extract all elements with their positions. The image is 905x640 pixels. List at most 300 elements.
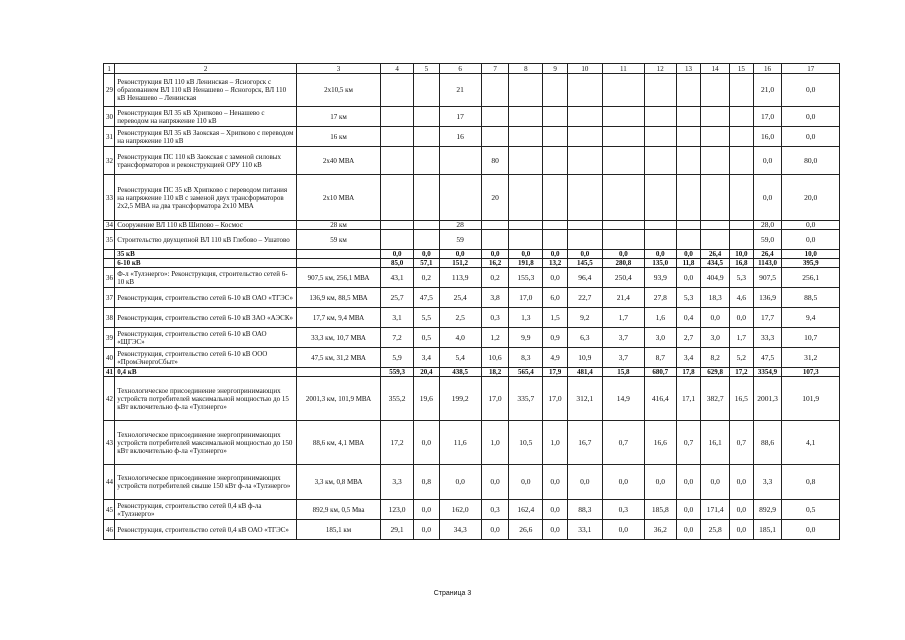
row-description: Реконструкция ВЛ 110 кВ Ленинская – Ясногорск с образованием ВЛ 110 кВ Ненашево – Ясногорск, ВЛ 110 кВ Ненашево – Ленинская — [115, 74, 297, 107]
row-number: 29 — [104, 74, 115, 107]
row-description: Технологическое присоединение энергопринимающих устройств потребителей свыше 150 кВт ф-ла «Тулэнерго» — [115, 465, 297, 500]
row-scope — [296, 368, 380, 377]
row-scope: 88,6 км, 4,1 МВА — [296, 421, 380, 465]
value-cell — [481, 74, 509, 107]
value-cell — [567, 221, 602, 230]
value-cell: 22,7 — [567, 288, 602, 308]
value-cell: 0,0 — [701, 465, 730, 500]
value-cell: 382,7 — [701, 377, 730, 421]
value-cell: 26,4 — [753, 250, 782, 259]
value-cell: 355,2 — [381, 377, 414, 421]
row-number: 33 — [104, 175, 115, 221]
row-description: Реконструкция ВЛ 35 кВ Заокская – Хрипково с переводом на напряжение 110 кВ — [115, 127, 297, 147]
value-cell — [730, 221, 754, 230]
value-cell: 0,0 — [413, 500, 439, 520]
row-scope: 28 км — [296, 221, 380, 230]
value-cell — [413, 107, 439, 127]
row-description: Строительство двухцепной ВЛ 110 кВ Глебово – Ушатово — [115, 230, 297, 250]
value-cell: 4,6 — [730, 288, 754, 308]
investment-table — [103, 63, 840, 540]
value-cell: 1,2 — [481, 328, 509, 348]
row-number: 42 — [104, 377, 115, 421]
value-cell: 404,9 — [701, 268, 730, 288]
row-description: Технологическое присоединение энергопринимающих устройств потребителей максимальной мощностью до 15 кВт включительно ф-ла «Тулэнерго» — [115, 377, 297, 421]
value-cell: 4,0 — [439, 328, 481, 348]
table-row — [104, 147, 840, 175]
value-cell: 0,4 — [676, 308, 701, 328]
value-cell — [567, 74, 602, 107]
value-cell — [567, 175, 602, 221]
table-row — [104, 308, 840, 328]
value-cell — [644, 107, 676, 127]
value-cell — [381, 107, 414, 127]
value-cell: 17,9 — [543, 368, 568, 377]
value-cell — [701, 221, 730, 230]
value-cell — [439, 175, 481, 221]
row-description: Реконструкция ПС 35 кВ Хрипково с переводом питания на напряжение 110 кВ с заменой двух трансформаторов 2х2,5 МВА на два трансформатора 2х10 МВА — [115, 175, 297, 221]
row-number: 37 — [104, 288, 115, 308]
value-cell: 0,0 — [543, 250, 568, 259]
value-cell: 17,0 — [543, 377, 568, 421]
row-number: 30 — [104, 107, 115, 127]
value-cell: 5,2 — [730, 348, 754, 368]
value-cell — [381, 175, 414, 221]
value-cell: 0,0 — [782, 107, 840, 127]
value-cell: 0,0 — [543, 520, 568, 540]
value-cell: 0,0 — [567, 465, 602, 500]
value-cell: 16 — [439, 127, 481, 147]
value-cell: 4,9 — [543, 348, 568, 368]
value-cell: 6,3 — [567, 328, 602, 348]
header-cell: 2 — [115, 64, 297, 74]
value-cell: 20 — [481, 175, 509, 221]
value-cell: 59,0 — [753, 230, 782, 250]
subtotal-row — [104, 368, 840, 377]
header-cell: 17 — [782, 64, 840, 74]
table-row — [104, 377, 840, 421]
value-cell: 16,8 — [730, 259, 754, 268]
value-cell — [439, 147, 481, 175]
value-cell — [644, 147, 676, 175]
value-cell — [602, 127, 644, 147]
row-scope: 47,5 км, 31,2 МВА — [296, 348, 380, 368]
value-cell: 0,0 — [543, 268, 568, 288]
value-cell: 0,0 — [730, 520, 754, 540]
value-cell: 162,4 — [509, 500, 543, 520]
value-cell — [413, 127, 439, 147]
value-cell: 1,0 — [481, 421, 509, 465]
value-cell: 10,0 — [782, 250, 840, 259]
value-cell — [543, 147, 568, 175]
row-description: Реконструкция, строительство сетей 0,4 кВ ОАО «ТГЭС» — [115, 520, 297, 540]
table-row — [104, 500, 840, 520]
header-cell: 8 — [509, 64, 543, 74]
header-cell: 15 — [730, 64, 754, 74]
row-scope: 17 км — [296, 107, 380, 127]
value-cell: 0,3 — [481, 308, 509, 328]
value-cell: 0,0 — [644, 250, 676, 259]
row-number: 41 — [104, 368, 115, 377]
value-cell: 16,6 — [644, 421, 676, 465]
table-row — [104, 465, 840, 500]
value-cell — [602, 147, 644, 175]
value-cell: 0,0 — [676, 500, 701, 520]
value-cell: 3,8 — [481, 288, 509, 308]
value-cell: 9,9 — [509, 328, 543, 348]
value-cell — [730, 230, 754, 250]
value-cell: 17 — [439, 107, 481, 127]
table-body — [104, 64, 840, 540]
row-scope: 2х40 МВА — [296, 147, 380, 175]
value-cell — [481, 230, 509, 250]
row-description: Реконструкция, строительство сетей 6-10 кВ ОАО «ТГЭС» — [115, 288, 297, 308]
value-cell — [413, 221, 439, 230]
value-cell: 13,2 — [543, 259, 568, 268]
value-cell: 123,0 — [381, 500, 414, 520]
value-cell: 59 — [439, 230, 481, 250]
value-cell: 0,0 — [509, 465, 543, 500]
value-cell: 0,0 — [730, 500, 754, 520]
value-cell: 0,0 — [701, 308, 730, 328]
value-cell — [543, 175, 568, 221]
value-cell — [381, 147, 414, 175]
value-cell — [567, 107, 602, 127]
value-cell: 21 — [439, 74, 481, 107]
value-cell: 0,0 — [543, 465, 568, 500]
value-cell: 96,4 — [567, 268, 602, 288]
value-cell — [381, 230, 414, 250]
value-cell — [644, 74, 676, 107]
value-cell: 0,0 — [439, 465, 481, 500]
value-cell — [543, 107, 568, 127]
value-cell: 145,5 — [567, 259, 602, 268]
value-cell: 0,2 — [413, 268, 439, 288]
value-cell: 3,7 — [602, 328, 644, 348]
value-cell: 0,8 — [413, 465, 439, 500]
value-cell: 162,0 — [439, 500, 481, 520]
header-cell: 16 — [753, 64, 782, 74]
value-cell: 19,6 — [413, 377, 439, 421]
value-cell: 629,8 — [701, 368, 730, 377]
value-cell: 438,5 — [439, 368, 481, 377]
value-cell: 559,3 — [381, 368, 414, 377]
value-cell: 0,0 — [413, 421, 439, 465]
value-cell — [509, 230, 543, 250]
value-cell: 16,0 — [753, 127, 782, 147]
value-cell — [730, 147, 754, 175]
row-scope — [296, 250, 380, 259]
row-scope: 2х10,5 км — [296, 74, 380, 107]
row-description: Реконструкция, строительство сетей 6-10 кВ ОАО «ЩГЭС» — [115, 328, 297, 348]
value-cell: 0,0 — [676, 250, 701, 259]
value-cell: 1,7 — [730, 328, 754, 348]
value-cell — [602, 74, 644, 107]
value-cell: 0,0 — [481, 465, 509, 500]
value-cell: 0,0 — [676, 520, 701, 540]
value-cell: 5,9 — [381, 348, 414, 368]
value-cell: 1,0 — [543, 421, 568, 465]
value-cell: 481,4 — [567, 368, 602, 377]
value-cell — [602, 107, 644, 127]
value-cell: 0,0 — [509, 250, 543, 259]
row-description: Реконструкция, строительство сетей 0,4 кВ ф-ла «Тулэнерго» — [115, 500, 297, 520]
value-cell: 1,3 — [509, 308, 543, 328]
value-cell — [676, 107, 701, 127]
value-cell: 3,7 — [602, 348, 644, 368]
value-cell: 0,3 — [481, 500, 509, 520]
value-cell: 11,6 — [439, 421, 481, 465]
value-cell — [730, 107, 754, 127]
value-cell: 136,9 — [753, 288, 782, 308]
value-cell — [676, 127, 701, 147]
row-number: 34 — [104, 221, 115, 230]
value-cell: 0,0 — [753, 175, 782, 221]
row-scope: 185,1 км — [296, 520, 380, 540]
value-cell — [509, 147, 543, 175]
value-cell: 8,7 — [644, 348, 676, 368]
value-cell: 2,5 — [439, 308, 481, 328]
value-cell: 3354,9 — [753, 368, 782, 377]
value-cell: 0,0 — [782, 520, 840, 540]
value-cell: 416,4 — [644, 377, 676, 421]
value-cell: 93,9 — [644, 268, 676, 288]
value-cell: 0,0 — [782, 230, 840, 250]
value-cell: 15,8 — [602, 368, 644, 377]
table-row — [104, 175, 840, 221]
row-scope: 59 км — [296, 230, 380, 250]
value-cell: 26,6 — [509, 520, 543, 540]
value-cell: 0,0 — [782, 221, 840, 230]
value-cell: 10,5 — [509, 421, 543, 465]
value-cell: 17,0 — [481, 377, 509, 421]
value-cell: 0,0 — [782, 127, 840, 147]
value-cell — [543, 230, 568, 250]
row-number: 35 — [104, 230, 115, 250]
value-cell: 0,0 — [644, 465, 676, 500]
header-cell: 11 — [602, 64, 644, 74]
value-cell: 16,1 — [701, 421, 730, 465]
value-cell: 25,8 — [701, 520, 730, 540]
row-number: 31 — [104, 127, 115, 147]
row-scope: 17,7 км, 9,4 МВА — [296, 308, 380, 328]
value-cell: 0,7 — [602, 421, 644, 465]
table-row — [104, 348, 840, 368]
value-cell: 17,2 — [730, 368, 754, 377]
value-cell: 33,1 — [567, 520, 602, 540]
table-row — [104, 288, 840, 308]
row-description: Ф-л «Тулэнерго»: Реконструкция, строительство сетей 6-10 кВ — [115, 268, 297, 288]
header-cell: 7 — [481, 64, 509, 74]
value-cell — [543, 74, 568, 107]
row-description: Сооружение ВЛ 110 кВ Шипово – Космос — [115, 221, 297, 230]
value-cell: 17,0 — [753, 107, 782, 127]
value-cell: 135,0 — [644, 259, 676, 268]
row-number: 32 — [104, 147, 115, 175]
value-cell: 101,9 — [782, 377, 840, 421]
subtotal-row — [104, 259, 840, 268]
value-cell: 11,8 — [676, 259, 701, 268]
value-cell: 256,1 — [782, 268, 840, 288]
row-scope: 892,9 км, 0,5 Мва — [296, 500, 380, 520]
table-row — [104, 107, 840, 127]
value-cell: 17,2 — [381, 421, 414, 465]
value-cell — [567, 147, 602, 175]
value-cell — [676, 230, 701, 250]
row-description: Реконструкция, строительство сетей 6-10 кВ ООО «ПромЭнергоСбыт» — [115, 348, 297, 368]
value-cell — [602, 175, 644, 221]
row-number: 43 — [104, 421, 115, 465]
row-scope: 16 км — [296, 127, 380, 147]
value-cell: 10,9 — [567, 348, 602, 368]
value-cell: 0,3 — [602, 500, 644, 520]
value-cell: 80,0 — [782, 147, 840, 175]
value-cell: 17,1 — [676, 377, 701, 421]
header-cell: 5 — [413, 64, 439, 74]
row-description: Реконструкция, строительство сетей 6-10 кВ ЗАО «АЭСК» — [115, 308, 297, 328]
value-cell — [602, 230, 644, 250]
value-cell: 9,4 — [782, 308, 840, 328]
value-cell: 18,2 — [481, 368, 509, 377]
value-cell: 16,7 — [567, 421, 602, 465]
value-cell — [644, 230, 676, 250]
value-cell: 31,2 — [782, 348, 840, 368]
value-cell: 3,4 — [413, 348, 439, 368]
value-cell: 34,3 — [439, 520, 481, 540]
row-number: 45 — [104, 500, 115, 520]
value-cell: 3,0 — [644, 328, 676, 348]
row-scope — [296, 259, 380, 268]
row-scope: 2001,3 км, 101,9 МВА — [296, 377, 380, 421]
value-cell: 0,7 — [676, 421, 701, 465]
value-cell: 0,0 — [782, 74, 840, 107]
row-scope: 3,3 км, 0,8 МВА — [296, 465, 380, 500]
value-cell: 907,5 — [753, 268, 782, 288]
value-cell: 0,5 — [413, 328, 439, 348]
value-cell: 107,3 — [782, 368, 840, 377]
value-cell: 29,1 — [381, 520, 414, 540]
value-cell: 21,0 — [753, 74, 782, 107]
value-cell — [730, 74, 754, 107]
value-cell: 0,0 — [543, 500, 568, 520]
value-cell: 28 — [439, 221, 481, 230]
value-cell — [602, 221, 644, 230]
value-cell: 1,6 — [644, 308, 676, 328]
value-cell: 80 — [481, 147, 509, 175]
row-description: Реконструкция ВЛ 35 кВ Хрипково – Ненашево с переводом на напряжение 110 кВ — [115, 107, 297, 127]
value-cell — [701, 230, 730, 250]
value-cell: 0,7 — [730, 421, 754, 465]
row-number: 39 — [104, 328, 115, 348]
value-cell: 1143,0 — [753, 259, 782, 268]
value-cell: 33,3 — [753, 328, 782, 348]
value-cell: 10,6 — [481, 348, 509, 368]
value-cell — [701, 147, 730, 175]
value-cell: 0,8 — [782, 465, 840, 500]
row-description: 35 кВ — [115, 250, 297, 259]
value-cell — [481, 127, 509, 147]
value-cell — [413, 230, 439, 250]
row-description: 6-10 кВ — [115, 259, 297, 268]
value-cell: 250,4 — [602, 268, 644, 288]
value-cell — [676, 147, 701, 175]
value-cell — [644, 221, 676, 230]
header-cell: 4 — [381, 64, 414, 74]
value-cell — [567, 127, 602, 147]
header-cell: 12 — [644, 64, 676, 74]
value-cell — [381, 127, 414, 147]
value-cell: 0,0 — [481, 520, 509, 540]
value-cell — [676, 221, 701, 230]
value-cell: 3,4 — [676, 348, 701, 368]
value-cell: 0,0 — [567, 250, 602, 259]
table-row — [104, 520, 840, 540]
value-cell: 185,8 — [644, 500, 676, 520]
value-cell: 5,3 — [676, 288, 701, 308]
value-cell: 892,9 — [753, 500, 782, 520]
value-cell: 43,1 — [381, 268, 414, 288]
value-cell — [413, 175, 439, 221]
value-cell — [381, 221, 414, 230]
value-cell: 6,0 — [543, 288, 568, 308]
value-cell — [481, 221, 509, 230]
value-cell — [509, 175, 543, 221]
value-cell — [701, 127, 730, 147]
table-row — [104, 421, 840, 465]
value-cell — [676, 175, 701, 221]
value-cell — [567, 230, 602, 250]
value-cell: 0,0 — [753, 147, 782, 175]
table-row — [104, 328, 840, 348]
value-cell: 10,7 — [782, 328, 840, 348]
value-cell — [701, 175, 730, 221]
value-cell: 88,5 — [782, 288, 840, 308]
value-cell: 0,0 — [481, 250, 509, 259]
value-cell: 185,1 — [753, 520, 782, 540]
header-cell: 13 — [676, 64, 701, 74]
header-cell: 10 — [567, 64, 602, 74]
header-row — [104, 64, 840, 74]
value-cell: 5,4 — [439, 348, 481, 368]
value-cell: 171,4 — [701, 500, 730, 520]
value-cell: 20,0 — [782, 175, 840, 221]
value-cell: 1,7 — [602, 308, 644, 328]
header-cell: 3 — [296, 64, 380, 74]
row-number — [104, 250, 115, 259]
value-cell — [413, 147, 439, 175]
value-cell — [644, 127, 676, 147]
value-cell — [730, 175, 754, 221]
value-cell: 395,9 — [782, 259, 840, 268]
header-cell: 9 — [543, 64, 568, 74]
table-row — [104, 127, 840, 147]
value-cell: 8,2 — [701, 348, 730, 368]
value-cell: 0,0 — [381, 250, 414, 259]
value-cell: 27,8 — [644, 288, 676, 308]
row-number: 38 — [104, 308, 115, 328]
subtotal-row — [104, 250, 840, 259]
value-cell: 25,7 — [381, 288, 414, 308]
table-row — [104, 74, 840, 107]
value-cell — [701, 74, 730, 107]
value-cell: 0,0 — [602, 465, 644, 500]
value-cell: 0,0 — [602, 250, 644, 259]
value-cell: 16,5 — [730, 377, 754, 421]
value-cell: 0,0 — [730, 308, 754, 328]
value-cell: 17,7 — [753, 308, 782, 328]
row-number: 40 — [104, 348, 115, 368]
row-scope: 2х10 МВА — [296, 175, 380, 221]
value-cell: 47,5 — [413, 288, 439, 308]
